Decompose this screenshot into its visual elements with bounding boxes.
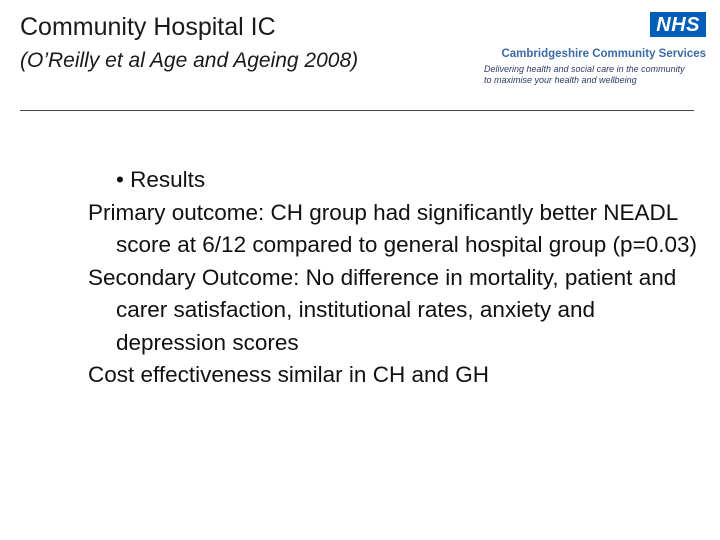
slide-body — [88, 164, 708, 392]
primary-outcome-text: Primary outcome: CH group had significantly better NEADL score at 6/12 compared to general hospital group (p=0.03) — [88, 199, 697, 257]
slide-subtitle: (O’Reilly et al Age and Ageing 2008) — [20, 49, 359, 72]
tagline-line-2: to maximise your health and wellbeing — [484, 74, 637, 85]
nhs-badge: NHS — [650, 12, 706, 37]
nhs-logo — [484, 10, 706, 88]
header-divider — [20, 110, 694, 111]
org-name: Cambridgeshire Community Services — [501, 48, 706, 60]
slide-title: Community Hospital IC — [20, 13, 276, 41]
tagline-line-1: Delivering health and social care in the community — [484, 64, 685, 74]
cost-effectiveness-text: Cost effectiveness similar in CH and GH — [88, 362, 489, 387]
secondary-outcome-text: Secondary Outcome: No difference in mortality, patient and carer satisfaction, institutional rates, anxiety and depression scores — [88, 264, 677, 355]
org-tagline — [484, 64, 706, 85]
bullet-results: • Results — [116, 167, 206, 192]
